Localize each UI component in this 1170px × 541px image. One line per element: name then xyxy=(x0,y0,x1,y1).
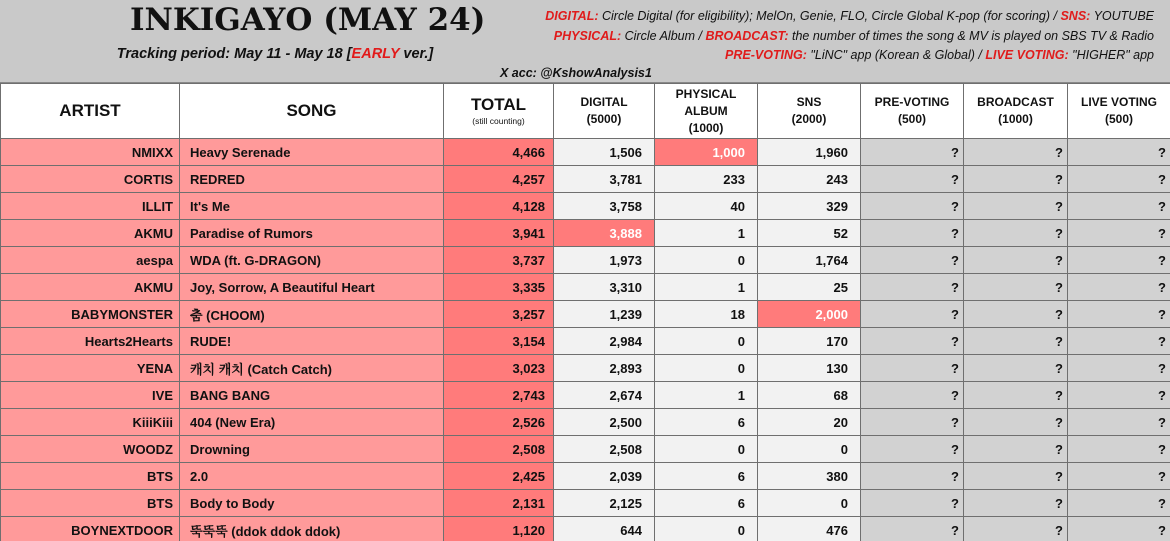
artist-cell: BABYMONSTER xyxy=(1,301,180,328)
total-cell: 2,508 xyxy=(444,436,554,463)
physical-cell: 1 xyxy=(655,274,758,301)
sns-cell: 2,000 xyxy=(758,301,861,328)
artist-cell: WOODZ xyxy=(1,436,180,463)
total-cell: 2,425 xyxy=(444,463,554,490)
header-banner xyxy=(0,0,1170,83)
digital-cell: 2,500 xyxy=(554,409,655,436)
prevoting-cell: ? xyxy=(861,490,964,517)
sns-cell: 0 xyxy=(758,490,861,517)
broadcast-cell: ? xyxy=(964,355,1068,382)
total-cell: 2,131 xyxy=(444,490,554,517)
livevoting-cell: ? xyxy=(1068,247,1170,274)
digital-cell: 2,674 xyxy=(554,382,655,409)
song-cell: WDA (ft. G-DRAGON) xyxy=(180,247,444,274)
livevoting-cell: ? xyxy=(1068,220,1170,247)
col-header-livevoting xyxy=(1068,84,1170,139)
sns-cell: 380 xyxy=(758,463,861,490)
song-cell: BANG BANG xyxy=(180,382,444,409)
sns-cell: 25 xyxy=(758,274,861,301)
song-cell: It's Me xyxy=(180,193,444,220)
song-cell: 뚝뚝뚝 (ddok ddok ddok) xyxy=(180,517,444,541)
prevoting-cell: ? xyxy=(861,463,964,490)
scoring-legend xyxy=(514,7,1154,66)
page-title: INKIGAYO (MAY 24) xyxy=(130,2,486,38)
livevoting-cell: ? xyxy=(1068,139,1170,166)
physical-cell: 1 xyxy=(655,220,758,247)
col-header-physical xyxy=(655,84,758,139)
table-row xyxy=(1,490,1170,517)
digital-label: DIGITAL xyxy=(580,95,628,109)
physical-cell: 0 xyxy=(655,517,758,541)
broadcast-cell: ? xyxy=(964,193,1068,220)
table-row xyxy=(1,355,1170,382)
total-cell: 3,941 xyxy=(444,220,554,247)
digital-cell: 3,888 xyxy=(554,220,655,247)
physical-cell: 233 xyxy=(655,166,758,193)
digital-cell: 2,893 xyxy=(554,355,655,382)
song-cell: 2.0 xyxy=(180,463,444,490)
digital-cell: 1,239 xyxy=(554,301,655,328)
digital-max: (5000) xyxy=(586,112,622,126)
artist-cell: IVE xyxy=(1,382,180,409)
table-row xyxy=(1,139,1170,166)
legend-sns-text: YOUTUBE xyxy=(1090,9,1154,23)
period-prefix: Tracking period: May 11 - May 18 [ xyxy=(116,46,352,62)
broadcast-cell: ? xyxy=(964,382,1068,409)
sns-max: (2000) xyxy=(791,112,827,126)
prevoting-cell: ? xyxy=(861,382,964,409)
digital-cell: 3,781 xyxy=(554,166,655,193)
artist-cell: aespa xyxy=(1,247,180,274)
song-cell: 404 (New Era) xyxy=(180,409,444,436)
legend-physical-text: Circle Album / xyxy=(621,28,706,43)
col-header-digital xyxy=(554,84,655,139)
legend-prevoting-text: "LiNC" app (Korean & Global) / xyxy=(806,48,986,62)
digital-cell: 1,973 xyxy=(554,247,655,274)
col-header-total xyxy=(444,84,554,139)
physical-cell: 1,000 xyxy=(655,139,758,166)
table-row xyxy=(1,409,1170,436)
total-label: TOTAL xyxy=(470,95,527,114)
table-row xyxy=(1,193,1170,220)
legend-prevoting-label: PRE-VOTING: xyxy=(725,48,807,62)
song-cell: REDRED xyxy=(180,166,444,193)
sns-cell: 1,960 xyxy=(758,139,861,166)
ranking-table xyxy=(0,83,1170,541)
physical-cell: 0 xyxy=(655,436,758,463)
digital-cell: 3,310 xyxy=(554,274,655,301)
legend-line-1 xyxy=(514,7,1154,27)
broadcast-cell: ? xyxy=(964,301,1068,328)
digital-cell: 2,508 xyxy=(554,436,655,463)
prevoting-cell: ? xyxy=(861,274,964,301)
legend-sns-label: SNS: xyxy=(1060,9,1091,23)
legend-physical-label: PHYSICAL: xyxy=(553,28,622,43)
physical-cell: 0 xyxy=(655,247,758,274)
livevoting-max: (500) xyxy=(1104,112,1133,126)
prevoting-cell: ? xyxy=(861,301,964,328)
total-cell: 4,466 xyxy=(444,139,554,166)
x-account-credit: X acc: @KshowAnalysis1 xyxy=(500,66,652,80)
digital-cell: 2,984 xyxy=(554,328,655,355)
table-header-row xyxy=(1,84,1170,139)
broadcast-label: BROADCAST xyxy=(977,95,1054,109)
physical-cell: 0 xyxy=(655,355,758,382)
broadcast-cell: ? xyxy=(964,166,1068,193)
artist-cell: ILLIT xyxy=(1,193,180,220)
legend-digital-label: DIGITAL: xyxy=(545,9,599,23)
prevoting-cell: ? xyxy=(861,247,964,274)
broadcast-cell: ? xyxy=(964,328,1068,355)
livevoting-cell: ? xyxy=(1068,301,1170,328)
sns-label: SNS xyxy=(796,95,822,109)
artist-cell: AKMU xyxy=(1,220,180,247)
livevoting-cell: ? xyxy=(1068,517,1170,541)
total-note: (still counting) xyxy=(472,116,525,126)
broadcast-cell: ? xyxy=(964,436,1068,463)
livevoting-cell: ? xyxy=(1068,193,1170,220)
table-row xyxy=(1,301,1170,328)
artist-cell: BOYNEXTDOOR xyxy=(1,517,180,541)
total-cell: 3,335 xyxy=(444,274,554,301)
sns-cell: 20 xyxy=(758,409,861,436)
physical-cell: 6 xyxy=(655,490,758,517)
col-header-song: SONG xyxy=(180,84,444,139)
legend-broadcast-text: the number of times the song & MV is played on SBS TV & Radio xyxy=(788,28,1154,43)
song-cell: Heavy Serenade xyxy=(180,139,444,166)
legend-livevoting-text: "HIGHER" app xyxy=(1068,48,1154,62)
physical-cell: 1 xyxy=(655,382,758,409)
table-row xyxy=(1,328,1170,355)
table-row xyxy=(1,247,1170,274)
broadcast-cell: ? xyxy=(964,409,1068,436)
total-cell: 3,257 xyxy=(444,301,554,328)
song-cell: Body to Body xyxy=(180,490,444,517)
artist-cell: CORTIS xyxy=(1,166,180,193)
physical-label-1: PHYSICAL xyxy=(675,86,737,101)
sns-cell: 1,764 xyxy=(758,247,861,274)
broadcast-cell: ? xyxy=(964,274,1068,301)
broadcast-cell: ? xyxy=(964,463,1068,490)
digital-cell: 644 xyxy=(554,517,655,541)
physical-cell: 40 xyxy=(655,193,758,220)
physical-cell: 0 xyxy=(655,328,758,355)
table-row xyxy=(1,382,1170,409)
livevoting-cell: ? xyxy=(1068,328,1170,355)
digital-cell: 1,506 xyxy=(554,139,655,166)
artist-cell: KiiiKiii xyxy=(1,409,180,436)
livevoting-cell: ? xyxy=(1068,274,1170,301)
tracking-period xyxy=(102,46,448,62)
period-early-badge: EARLY xyxy=(351,46,400,62)
artist-cell: BTS xyxy=(1,463,180,490)
prevoting-max: (500) xyxy=(897,112,926,126)
livevoting-cell: ? xyxy=(1068,409,1170,436)
livevoting-cell: ? xyxy=(1068,463,1170,490)
prevoting-cell: ? xyxy=(861,193,964,220)
sns-cell: 68 xyxy=(758,382,861,409)
sns-cell: 476 xyxy=(758,517,861,541)
table-row xyxy=(1,463,1170,490)
total-cell: 3,737 xyxy=(444,247,554,274)
total-cell: 2,526 xyxy=(444,409,554,436)
song-cell: 캐치 캐치 (Catch Catch) xyxy=(180,355,444,382)
legend-broadcast-label: BROADCAST: xyxy=(705,28,789,43)
total-cell: 1,120 xyxy=(444,517,554,541)
prevoting-cell: ? xyxy=(861,220,964,247)
prevoting-cell: ? xyxy=(861,139,964,166)
period-suffix: ver.] xyxy=(399,46,434,62)
song-cell: RUDE! xyxy=(180,328,444,355)
digital-cell: 3,758 xyxy=(554,193,655,220)
physical-cell: 6 xyxy=(655,409,758,436)
physical-max: (1000) xyxy=(688,120,724,135)
total-cell: 3,023 xyxy=(444,355,554,382)
artist-cell: NMIXX xyxy=(1,139,180,166)
table-row xyxy=(1,166,1170,193)
broadcast-cell: ? xyxy=(964,139,1068,166)
livevoting-cell: ? xyxy=(1068,436,1170,463)
col-header-artist: ARTIST xyxy=(1,84,180,139)
prevoting-cell: ? xyxy=(861,436,964,463)
sns-cell: 52 xyxy=(758,220,861,247)
col-header-broadcast xyxy=(964,84,1068,139)
prevoting-cell: ? xyxy=(861,517,964,541)
sns-cell: 170 xyxy=(758,328,861,355)
song-cell: Drowning xyxy=(180,436,444,463)
digital-cell: 2,039 xyxy=(554,463,655,490)
table-row xyxy=(1,220,1170,247)
table-row xyxy=(1,274,1170,301)
broadcast-cell: ? xyxy=(964,247,1068,274)
broadcast-max: (1000) xyxy=(998,112,1033,126)
broadcast-cell: ? xyxy=(964,517,1068,541)
artist-cell: BTS xyxy=(1,490,180,517)
prevoting-cell: ? xyxy=(861,355,964,382)
broadcast-cell: ? xyxy=(964,490,1068,517)
legend-line-3 xyxy=(514,46,1154,66)
livevoting-cell: ? xyxy=(1068,490,1170,517)
physical-cell: 18 xyxy=(655,301,758,328)
sns-cell: 243 xyxy=(758,166,861,193)
artist-cell: YENA xyxy=(1,355,180,382)
livevoting-label: LIVE VOTING xyxy=(1080,95,1157,109)
total-cell: 3,154 xyxy=(444,328,554,355)
sns-cell: 130 xyxy=(758,355,861,382)
livevoting-cell: ? xyxy=(1068,355,1170,382)
legend-digital-text: Circle Digital (for eligibility); MelOn, Genie, FLO, Circle Global K-pop (for scoring) / xyxy=(598,9,1061,23)
livevoting-cell: ? xyxy=(1068,166,1170,193)
col-header-sns xyxy=(758,84,861,139)
total-cell: 4,257 xyxy=(444,166,554,193)
legend-livevoting-label: LIVE VOTING: xyxy=(985,48,1069,62)
artist-cell: AKMU xyxy=(1,274,180,301)
digital-cell: 2,125 xyxy=(554,490,655,517)
total-cell: 4,128 xyxy=(444,193,554,220)
song-cell: Paradise of Rumors xyxy=(180,220,444,247)
prevoting-cell: ? xyxy=(861,409,964,436)
prevoting-label: PRE-VOTING xyxy=(874,95,950,109)
sns-cell: 0 xyxy=(758,436,861,463)
song-cell: 춤 (CHOOM) xyxy=(180,301,444,328)
song-cell: Joy, Sorrow, A Beautiful Heart xyxy=(180,274,444,301)
sns-cell: 329 xyxy=(758,193,861,220)
physical-cell: 6 xyxy=(655,463,758,490)
table-row xyxy=(1,436,1170,463)
artist-cell: Hearts2Hearts xyxy=(1,328,180,355)
total-cell: 2,743 xyxy=(444,382,554,409)
physical-label-2: ALBUM xyxy=(684,103,728,118)
livevoting-cell: ? xyxy=(1068,382,1170,409)
col-header-prevoting xyxy=(861,84,964,139)
table-row xyxy=(1,517,1170,541)
prevoting-cell: ? xyxy=(861,328,964,355)
legend-line-2 xyxy=(514,27,1154,47)
prevoting-cell: ? xyxy=(861,166,964,193)
broadcast-cell: ? xyxy=(964,220,1068,247)
